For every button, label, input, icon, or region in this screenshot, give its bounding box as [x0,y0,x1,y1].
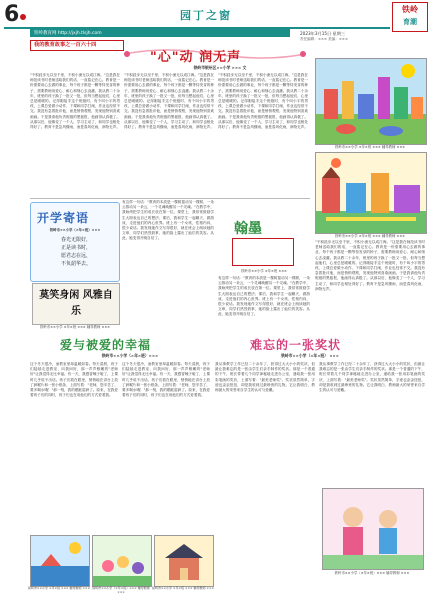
student-artwork-3 [30,535,90,587]
painting-buildings [316,153,426,233]
calligraphy-text: 莫笑身闲 风雅自乐 [39,290,113,317]
notice-byline: 铁岭市××小学（×年×班）××× [49,228,101,232]
artwork-2-caption: 铁岭市××小学 ×年×班 ××× 辅导教师 ××× [334,234,406,238]
main-body-col1: "不积跬步无以至千里，不积小流无以成江海。"这是我在师范读书时老师送给我们的话，一直铭记在心。教育是一份需要用心去做的事业，每个孩子都是一颗等待发芽的种子，需要教师用爱心、耐心和细心去浇灌。我从教二十余年，班里的孩子换了一批又一批，但每当想起他们，心里总是暖暖的。记得刚接手这个班级时，有个叫小宇的男孩，上课总爱做小动作，下课和同学打闹，作业也经常不交。我没有急着批评他，而是悄悄观察，发现他特别喜欢画画。于是我请他负责班级的黑板报，他画得认真极了。从那以后，他像变了一个人，学习主动了，和同学也相处得好了。教育不是急风骤雨，而是春风化雨，润物无声。 [30,73,120,130]
editor-info: 责任编辑：××× 美编：××× [300,37,348,41]
photo-caption: 铁岭市××小学（×年×班）××× 辅导教师 ××× [334,571,410,575]
main-byline: 铁岭市银州区××小学 ××× 文 [193,65,247,70]
love-body-col1: 这个冬天很冷，而教室里却温暖如春。每天清晨，孩子们陆续走进教室，向我问好，那一声声稚嫩的"老师好"让我觉得无比幸福。有一天，我感冒嗓子哑了，上课时几乎说不出话。孩子们看在眼里，悄悄地在讲台上放了润喉片和一张小纸条，上面写着："老师，您辛苦了，要多喝水哦！"那一刻，我的眼眶湿润了。原来，在我爱着孩子们的同时，孩子们也在用他们的方式爱着我。 [30,362,118,398]
right-body-col: "不积跬步无以至千里，不积小流无以成江海。"这是我在师范读书时老师送给我们的话，一直铭记在心。教育是一份需要用心去做的事业，每个孩子都是一颗等待发芽的种子，需要教师用爱心、耐心和细心去浇灌。我从教二十余年，班里的孩子换了一批又一批，但每当想起他们，心里总是暖暖的。记得刚接手这个班级时，有个叫小宇的男孩，上课总爱做小动作，下课和同学打闹，作业也经常不交。我没有急着批评他，而是悄悄观察，发现他特别喜欢画画。于是我请他负责班级的黑板报，他画得认真极了。从那以后，他像变了一个人，学习主动了，和同学也相处得好了。教育不是急风骤雨，而是春风化雨，润物无声。 [315,240,425,291]
painting-garden [93,536,151,586]
column-label: 我的教育故事之一百六十四 [34,42,97,48]
seal-icon [232,238,294,266]
painting-cityscape [316,59,426,144]
award-byline: 铁岭市××小学（×年×班） ××× [281,353,339,358]
mid-body-col1: 有这样一句话："教育的本质是一棵树摇动另一棵树，一朵云推动另一朵云，一个灵魂唤醒另一个灵魂。"在教学中，我始终把学生的成长放在第一位。课堂上，我常常鼓励学生大胆表达自己的想法；课后，我和学生一起聊天、做游戏，走进他们的内心世界。班上有一个女孩，性格内向，很少说话。我发现她作文写得很好，就在班会上朗读她的文章，同学们热烈鼓掌，她的脸上露出了灿烂的笑容。从此，她变得开朗自信了。 [122,200,214,241]
page-number: 6 [4,2,20,27]
artwork-1-caption: 铁岭市××小学 ×年×班 ××× 辅导教师 ××× [334,145,406,149]
award-title: 难忘的一张奖状 [250,338,342,352]
main-body-col2: "不积跬步无以至千里，不积小流无以成江海。"这是我在师范读书时老师送给我们的话，一直铭记在心。教育是一份需要用心去做的事业，每个孩子都是一颗等待发芽的种子，需要教师用爱心、耐心和细心去浇灌。我从教二十余年，班里的孩子换了一批又一批，但每当想起他们，心里总是暖暖的。记得刚接手这个班级时，有个叫小宇的男孩，上课总爱做小动作，下课和同学打闹，作业也经常不交。我没有急着批评他，而是悄悄观察，发现他特别喜欢画画。于是我请他负责班级的黑板报，他画得认真极了。从那以后，他像变了一个人，学习主动了，和同学也相处得好了。教育不是急风骤雨，而是春风化雨，润物无声。 [124,73,214,130]
calligraphy-caption: 铁岭市××小学 ×年×班 ××× 辅导教师 ××× [39,325,111,329]
brand-logo: 铁岭 育潮 [392,2,428,32]
love-byline: 铁岭市××小学（×年×班）××× [101,353,159,358]
notice-title: 开学寄语 [37,211,90,225]
student-artwork-1 [315,58,427,145]
love-title: 爱与被爱的幸福 [60,338,152,352]
student-artwork-4 [92,535,152,587]
painting-house [155,536,213,586]
stamp-caption: 铁岭市××小学 ×年×班 ××× [241,269,287,273]
award-body-col2: 我从事教学工作已经二十余年了，获得过大大小小的奖状，但最让我难忘的是一张由学生们亲手制作的奖状。那是一个普通的下午，班长带着几个同学神秘地走进办公室，递给我一张用彩笔画的奖状，上面写着："最美老师奖"。奖状虽然简单，字迹也歪歪扭扭，却是我收到过最珍贵的礼物。它让我明白，教师最大的荣誉来自学生的认可与爱戴。 [319,362,425,393]
painting-sea [31,536,89,586]
student-photo [322,488,424,570]
page-header [0,0,430,50]
notice-box [30,202,120,282]
stamp-artwork [218,210,310,268]
main-body-col3: "不积跬步无以至千里，不积小流无以成江海。"这是我在师范读书时老师送给我们的话，一直铭记在心。教育是一份需要用心去做的事业，每个孩子都是一颗等待发芽的种子，需要教师用爱心、耐心和细心去浇灌。我从教二十余年，班里的孩子换了一批又一批，但每当想起他们，心里总是暖暖的。记得刚接手这个班级时，有个叫小宇的男孩，上课总爱做小动作，下课和同学打闹，作业也经常不交。我没有急着批评他，而是悄悄观察，发现他特别喜欢画画。于是我请他负责班级的黑板报，他画得认真极了。从那以后，他像变了一个人，学习主动了，和同学也相处得好了。教育不是急风骤雨，而是春风化雨，润物无声。 [218,73,308,130]
artwork-4-caption: 铁岭市××小学（×年×班）××× 辅导教师 ××× [92,586,150,594]
section-divider [30,198,310,199]
artwork-5-caption: 铁岭市××小学 ×年×班 ××× 辅导教师 ××× [152,586,214,590]
main-title: "心"动 润无声 [150,50,242,65]
section-title: 园丁之窗 [180,9,232,22]
calligraphy-artwork [32,283,120,325]
mid-body-col3: 有这样一句话："教育的本质是一棵树摇动另一棵树，一朵云推动另一朵云，一个灵魂唤醒另一个灵魂。"在教学中，我始终把学生的成长放在第一位。课堂上，我常常鼓励学生大胆表达自己的想法；课后，我和学生一起聊天、做游戏，走进他们的内心世界。班上有一个女孩，性格内向，很少说话。我发现她作文写得很好，就在班会上朗读她的文章，同学们热烈鼓掌，她的脸上露出了灿烂的笑容。从此，她变得开朗自信了。 [218,276,310,317]
student-artwork-2 [315,152,427,234]
date-line: 2023年3月15日 星期三 [300,31,346,36]
red-dot-icon [20,14,26,20]
student-artwork-5 [154,535,214,587]
notice-lines: 春光无限好， 正是读书时， 愿君志在远， 不负韶华去。 [60,237,91,267]
painting-figures [323,489,423,569]
stamp-title: 翰墨 [234,221,262,237]
artwork-3-caption: 铁岭市××小学 ×年×班 ××× 辅导教师 ××× [28,586,90,590]
award-body-col1: 我从事教学工作已经二十余年了，获得过大大小小的奖状，但最让我难忘的是一张由学生们亲手制作的奖状。那是一个普通的下午，班长带着几个同学神秘地走进办公室，递给我一张用彩笔画的奖状，上面写着："最美老师奖"。奖状虽然简单，字迹也歪歪扭扭，却是我收到过最珍贵的礼物。它让我明白，教师最大的荣誉来自学生的认可与爱戴。 [215,362,315,393]
love-body-col2: 这个冬天很冷，而教室里却温暖如春。每天清晨，孩子们陆续走进教室，向我问好，那一声声稚嫩的"老师好"让我觉得无比幸福。有一天，我感冒嗓子哑了，上课时几乎说不出话。孩子们看在眼里，悄悄地在讲台上放了润喉片和一张小纸条，上面写着："老师，您辛苦了，要多喝水哦！"那一刻，我的眼眶湿润了。原来，在我爱着孩子们的同时，孩子们也在用他们的方式爱着我。 [122,362,210,398]
site-text: 铁岭教育网 http://jxjh.tlsjh.com [34,31,102,36]
